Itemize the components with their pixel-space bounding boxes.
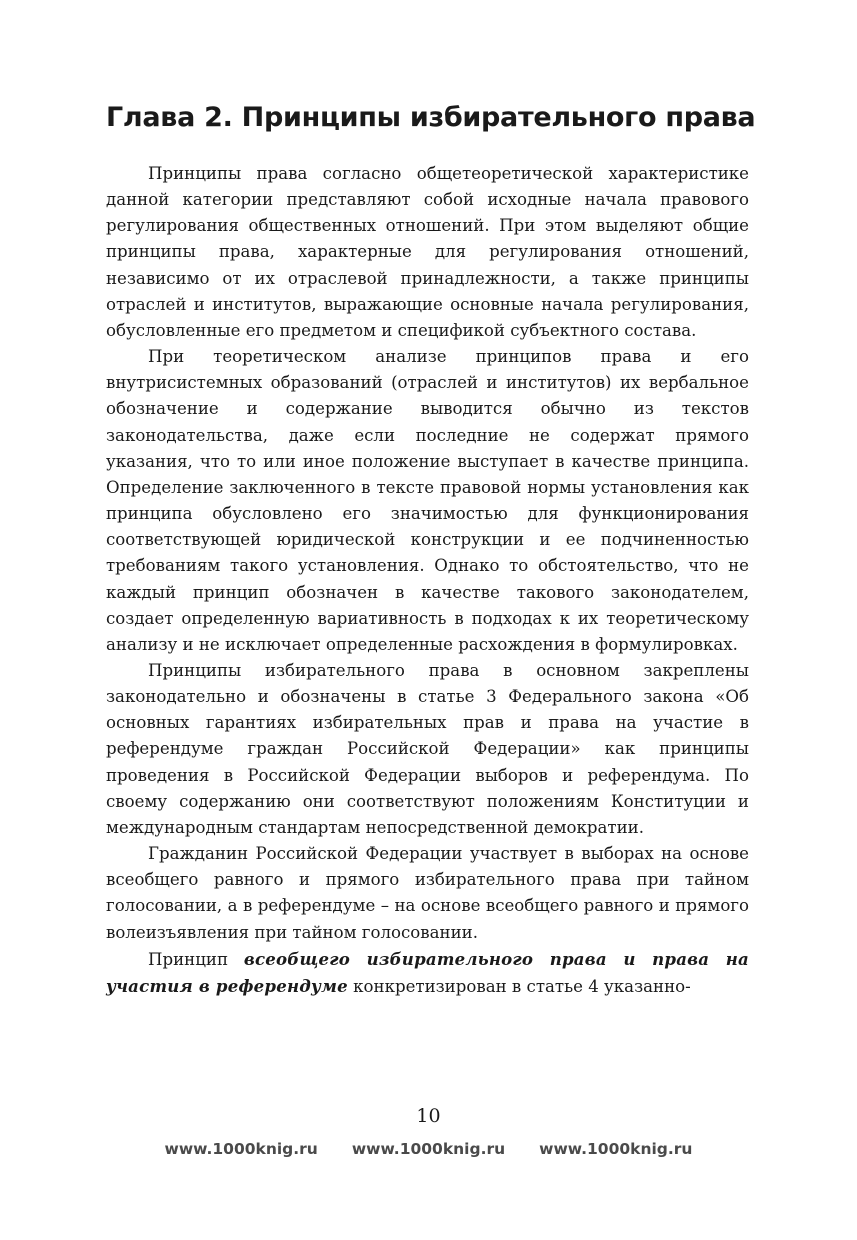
paragraph-4: Гражданин Российской Федерации участвует в выборах на основе всеобщего равного и прямого избирательного права при тайном голосовании, а в референдуме – на основе всеобщего равного и прямого волеизъявления при тайном голосовании. (106, 844, 749, 942)
footer-link[interactable]: www.1000knig.ru (351, 1140, 506, 1158)
body-text (106, 161, 749, 1000)
paragraph-5-emphasis: всеобщего избирательного права и права на участия в референдуме (106, 948, 750, 996)
paragraph-1: Принципы права согласно общетеоретической характеристике данной категории представляют собой исходные начала правового регулирования общественных отношений. При этом выделяют общие принципы права, характерные для регулирования отношений, независимо от их отраслевой принадлежности, а также принципы отраслей и институтов, выражающие основные начала регулирования, обусловленные его предметом и спецификой субъектного состава. (106, 164, 749, 340)
page-number: 10 (416, 1105, 441, 1127)
paragraph-5-after: конкретизирован в статье 4 указанно- (347, 976, 691, 996)
paragraph-5 (106, 946, 749, 1000)
chapter-title: Глава 2. Принципы избирательного права (106, 102, 756, 133)
footer-watermark (0, 1140, 857, 1158)
paragraph-2: При теоретическом анализе принципов права и его внутрисистемных образований (отраслей и институтов) их вербальное обозначение и содержание выводится обычно из текстов законодательства, даже если последние не содержат прямого указания, что то или иное положение выступает в качестве принципа. Определение заключенного в тексте правовой нормы установления как принципа обусловлено его значимостью для функционирования соответствующей юридической конструкции и ее подчиненностью требованиям такого установления. Однако то обстоятельство, что не каждый принцип обозначен в качестве такового законодателем, создает определенную вариативность в подходах к их теоретическому анализу и не исключает определенные расхождения в формулировках. (106, 347, 749, 654)
paragraph-5-before: Принцип (148, 949, 244, 969)
footer-link[interactable]: www.1000knig.ru (164, 1140, 318, 1158)
paragraph-3: Принципы избирательного права в основном закреплены законодательно и обозначены в статье 3 Федерального закона «Об основных гарантиях избирательных прав и права на участие в референдуме граждан Российской Федерации» как принципы проведения в Российской Федерации выборов и референдума. По своему содержанию они соответствуют положениям Конституции и международным стандартам непосредственной демократии. (106, 660, 749, 837)
footer-link[interactable]: www.1000knig.ru (539, 1140, 693, 1158)
